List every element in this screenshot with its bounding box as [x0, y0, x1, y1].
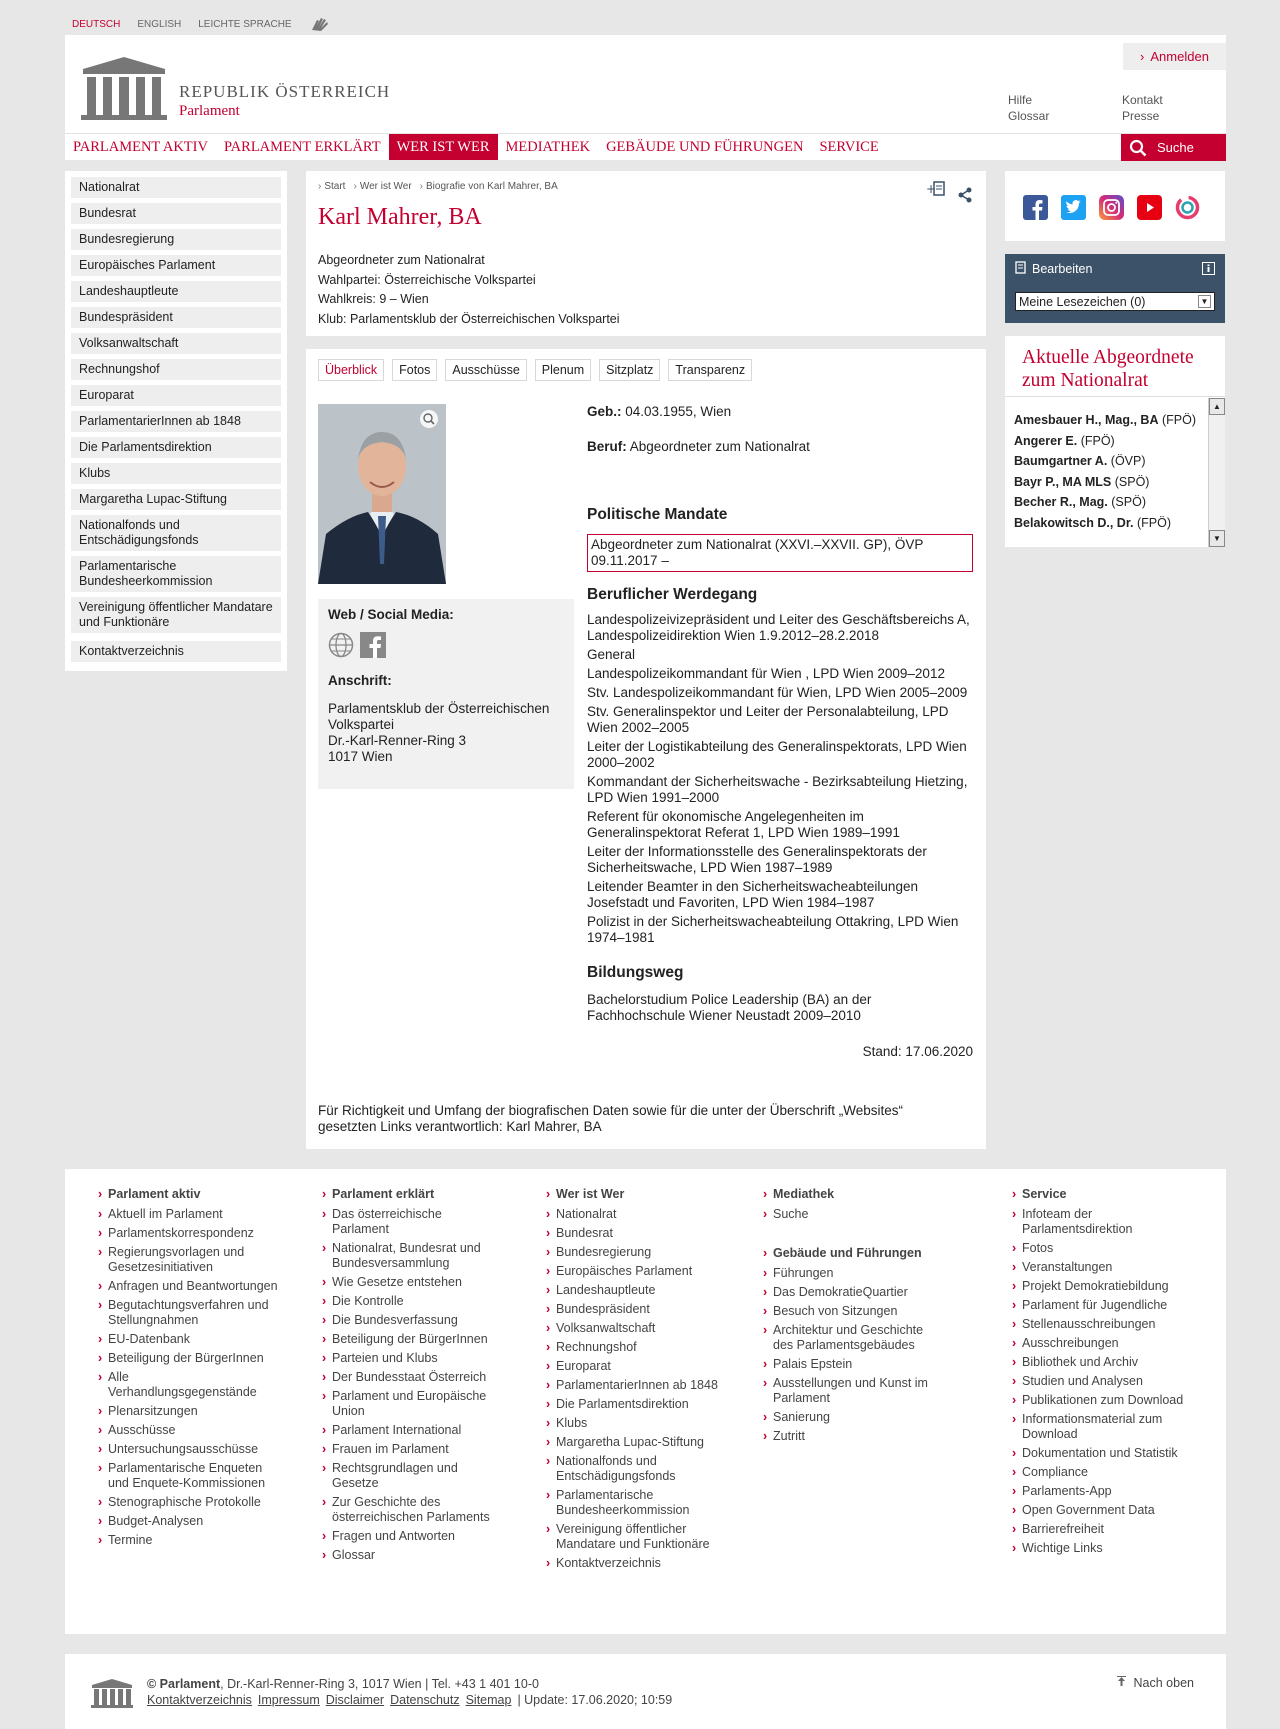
parliament-logo-icon[interactable]: [79, 55, 169, 124]
lang-english[interactable]: ENGLISH: [137, 19, 182, 30]
footer-link[interactable]: › Architektur und Geschichte des Parlamentsgebäudes: [763, 1323, 943, 1353]
footer-link[interactable]: › Nationalfonds und Entschädigungsfonds: [546, 1454, 726, 1484]
footer-link[interactable]: › Europäisches Parlament: [546, 1264, 726, 1279]
site-header: [65, 35, 1226, 160]
footer-link[interactable]: › Alle Verhandlungsgegenstände: [98, 1370, 278, 1400]
career-item: Leitender Beamter in den Sicherheitswacheabteilungen Josefstadt und Favoriten, LPD Wien 1984–1987: [587, 879, 918, 910]
footer-link[interactable]: › Wichtige Links: [1012, 1541, 1192, 1556]
youtube-icon[interactable]: [1137, 195, 1162, 223]
breadcrumb: [318, 181, 558, 192]
footer-link[interactable]: › Parlaments-App: [1012, 1484, 1192, 1499]
footer-link[interactable]: › Fotos: [1012, 1241, 1192, 1256]
sidebar-item-klubs[interactable]: Klubs: [71, 463, 281, 484]
sign-language-icon[interactable]: [309, 14, 333, 35]
address-line-2: Dr.-Karl-Renner-Ring 3: [328, 733, 467, 748]
sidebar-item-nationalrat[interactable]: Nationalrat: [71, 177, 281, 198]
bio-main-card: [306, 349, 986, 1149]
page-title: Karl Mahrer, BA: [318, 204, 482, 230]
web-social-title: Web / Social Media:: [328, 607, 454, 622]
portrait-photo[interactable]: [318, 404, 446, 584]
footer-link[interactable]: › Bundesregierung: [546, 1245, 726, 1260]
disclaimer-text: Für Richtigkeit und Umfang der biografischen Daten sowie für die unter der Überschrift „Websites“ gesetzten Links verantwortlich: Karl Mahrer, BA: [318, 1103, 904, 1134]
career-item: Landespolizeikommandant für Wien , LPD Wien 2009–2012: [587, 666, 945, 681]
footer-link[interactable]: › Sanierung: [763, 1410, 943, 1425]
login-button[interactable]: [1123, 43, 1226, 70]
footer-link[interactable]: › Aktuell im Parlament: [98, 1207, 278, 1222]
profession-row: [587, 439, 973, 454]
sidebar-item-rechnungshof[interactable]: Rechnungshof: [71, 359, 281, 380]
career-item: Landespolizeivizepräsident und Leiter des Geschäftsbereichs A, Landespolizeidirektion Wien 1.9.2012–28.2.2018: [587, 612, 970, 643]
education-item: Bachelorstudium Police Leadership (BA) an der Fachhochschule Wiener Neustadt 2009–2010: [587, 992, 872, 1023]
glossary-link[interactable]: Glossar: [1008, 109, 1050, 123]
help-link[interactable]: Hilfe: [1008, 93, 1033, 107]
current-mps-card: [1005, 336, 1225, 547]
back-to-top-button[interactable]: [1117, 1676, 1194, 1690]
footer-link[interactable]: › Veranstaltungen: [1012, 1260, 1192, 1275]
edit-title: Bearbeiten: [1032, 262, 1093, 276]
zoom-icon[interactable]: [420, 410, 438, 428]
update-info: | Update: 17.06.2020; 10:59: [517, 1693, 673, 1707]
footer-link[interactable]: › Ausstellungen und Kunst im Parlament: [763, 1376, 943, 1406]
footer-link[interactable]: › Rechnungshof: [546, 1340, 726, 1355]
tab-sitzplatz[interactable]: Sitzplatz: [599, 359, 660, 381]
footer-link[interactable]: › Zur Geschichte des österreichischen Parlaments: [322, 1495, 502, 1525]
bookmark-add-icon[interactable]: [926, 181, 946, 200]
contact-link[interactable]: Kontakt: [1122, 93, 1163, 107]
footer-link[interactable]: › Informationsmaterial zum Download: [1012, 1412, 1192, 1442]
search-label: Suche: [1157, 140, 1194, 155]
sidebar-item-bundespraesident[interactable]: Bundespräsident: [71, 307, 281, 328]
footer-link[interactable]: › Margaretha Lupac-Stiftung: [546, 1435, 726, 1450]
footer-link[interactable]: › Klubs: [546, 1416, 726, 1431]
tab-ausschuesse[interactable]: Ausschüsse: [445, 359, 526, 381]
footer-link[interactable]: › Bundespräsident: [546, 1302, 726, 1317]
sidebar-item-bundesrat[interactable]: Bundesrat: [71, 203, 281, 224]
chevron-right-icon: ›: [1140, 49, 1145, 64]
footer-link[interactable]: › Beteiligung der BürgerInnen: [98, 1351, 278, 1366]
footer-link[interactable]: › Stenographische Protokolle: [98, 1495, 278, 1510]
footer-link[interactable]: › Parlament International: [322, 1423, 502, 1438]
footer-link[interactable]: › Budget-Analysen: [98, 1514, 278, 1529]
profession-label: Beruf:: [587, 439, 627, 454]
footer-link[interactable]: › Das österreichische Parlament: [322, 1207, 502, 1237]
mps-scrollbar[interactable]: [1208, 398, 1225, 547]
footer-link[interactable]: › Die Kontrolle: [322, 1294, 502, 1309]
footer-link[interactable]: › Begutachtungsverfahren und Stellungnahmen: [98, 1298, 278, 1328]
footer-link[interactable]: › Bundesrat: [546, 1226, 726, 1241]
parliament-small-logo-icon: [90, 1678, 134, 1711]
sidebar-item-nationalfonds[interactable]: Nationalfonds und Entschädigungsfonds: [71, 515, 281, 551]
career-item: Stv. Landespolizeikommandant für Wien, LPD Wien 2005–2009: [587, 685, 968, 700]
footer-link[interactable]: › Parlament für Jugendliche: [1012, 1298, 1192, 1313]
footer-link[interactable]: › Führungen: [763, 1266, 943, 1281]
bottom-info: [147, 1676, 672, 1708]
footer-heading[interactable]: › Mediathek: [763, 1187, 943, 1201]
footer-link[interactable]: › Frauen im Parlament: [322, 1442, 502, 1457]
person-role: Abgeordneter zum Nationalrat: [318, 253, 485, 267]
footer-link[interactable]: › Compliance: [1012, 1465, 1192, 1480]
footer-link[interactable]: › Nationalrat: [546, 1207, 726, 1222]
footer-link[interactable]: › Plenarsitzungen: [98, 1404, 278, 1419]
instagram-icon[interactable]: [1099, 195, 1124, 223]
footer-link[interactable]: › Beteiligung der BürgerInnen: [322, 1332, 502, 1347]
facebook-icon[interactable]: [1023, 195, 1048, 223]
nav-parlament-erklaert[interactable]: PARLAMENT ERKLÄRT: [223, 138, 381, 155]
bottom-link-sitemap[interactable]: Sitemap: [465, 1693, 512, 1707]
top-links-left: [1008, 92, 1049, 124]
footer-link[interactable]: › Die Bundesverfassung: [322, 1313, 502, 1328]
career-item: Referent für okonomische Angelegenheiten im Generalinspektorat Referat 1, LPD Wien 1989–1991: [587, 809, 900, 840]
copyright: © Parlament: [147, 1677, 221, 1691]
career-item: Stv. Generalinspektor und Leiter der Personalabteilung, LPD Wien 2002–2005: [587, 704, 949, 735]
footer: [65, 1169, 1226, 1634]
lang-leichte-sprache[interactable]: LEICHTE SPRACHE: [198, 19, 292, 30]
education-title: Bildungsweg: [587, 964, 684, 981]
footer-col-wer-ist-wer: [546, 1187, 726, 1575]
nav-parlament-aktiv[interactable]: PARLAMENT AKTIV: [73, 138, 208, 155]
footer-link[interactable]: › Landeshauptleute: [546, 1283, 726, 1298]
footer-link[interactable]: › Kontaktverzeichnis: [546, 1556, 726, 1571]
svg-text:+: +: [926, 182, 937, 196]
person-info: [318, 251, 620, 329]
mandate-box: [587, 534, 973, 572]
sidebar-item-lupac-stiftung[interactable]: Margaretha Lupac-Stiftung: [71, 489, 281, 510]
tab-plenum[interactable]: Plenum: [535, 359, 591, 381]
search-button[interactable]: [1121, 134, 1226, 161]
footer-heading[interactable]: › Parlament aktiv: [98, 1187, 278, 1201]
breadcrumb-current: › Biografie von Karl Mahrer, BA: [420, 181, 558, 192]
sidebar-item-europarat[interactable]: Europarat: [71, 385, 281, 406]
bookmarks-select[interactable]: [1015, 292, 1215, 311]
footer-link[interactable]: › Glossar: [322, 1548, 502, 1563]
footer-col-mediathek: [763, 1187, 943, 1448]
language-bar: [72, 14, 333, 35]
footer-link[interactable]: › Das DemokratieQuartier: [763, 1285, 943, 1300]
sidebar-item-eu-parlament[interactable]: Europäisches Parlament: [71, 255, 281, 276]
top-links-right: [1122, 92, 1163, 124]
share-icon[interactable]: [958, 187, 972, 206]
bookmark-icon: [1015, 261, 1026, 277]
logo-title: REPUBLIK ÖSTERREICH: [179, 82, 391, 101]
twitter-icon[interactable]: [1061, 195, 1086, 223]
bottom-bar: [65, 1654, 1226, 1729]
sidebar-item-bundesheerkommission[interactable]: Parlamentarische Bundesheerkommission: [71, 556, 281, 592]
bottom-link-kontaktverzeichnis[interactable]: Kontaktverzeichnis: [147, 1693, 252, 1707]
footer-col-parlament-aktiv: [98, 1187, 278, 1552]
bottom-link-datenschutz[interactable]: Datenschutz: [390, 1693, 460, 1707]
bottom-address: , Dr.-Karl-Renner-Ring 3, 1017 Wien | Tel. +43 1 401 10-0: [220, 1677, 539, 1691]
career-item: Leiter der Informationsstelle des Generalinspektorats der Sicherheitswache, LPD Wien 1987–1989: [587, 844, 927, 875]
career-item: General: [587, 647, 636, 662]
person-club: Klub: Parlamentsklub der Österreichischen Volkspartei: [318, 311, 620, 326]
career-item: Leiter der Logistikabteilung des Generalinspektorats, LPD Wien 2000–2002: [587, 739, 967, 770]
main-navigation: [65, 133, 1226, 160]
stand-date: Stand: 17.06.2020: [862, 1044, 973, 1059]
bookmarks-select-value: Meine Lesezeichen (0): [1019, 294, 1146, 309]
login-label: Anmelden: [1150, 49, 1209, 64]
address-title: Anschrift:: [328, 673, 392, 688]
mandate-line-1: Abgeordneter zum Nationalrat (XXVI.–XXVII. GP), ÖVP: [591, 537, 924, 552]
footer-link[interactable]: › Parlament und Europäische Union: [322, 1389, 502, 1419]
contact-box: [318, 599, 574, 789]
tab-ueberblick[interactable]: Überblick: [318, 359, 384, 381]
chevron-down-icon[interactable]: ▼: [1198, 295, 1211, 308]
list-item[interactable]: Amesbauer H., Mag., BA (FPÖ): [1014, 413, 1196, 427]
footer-col-service: [1012, 1187, 1192, 1560]
footer-link[interactable]: › Projekt Demokratiebildung: [1012, 1279, 1192, 1294]
sidebar-item-kontaktverzeichnis[interactable]: Kontaktverzeichnis: [71, 641, 281, 662]
footer-link[interactable]: › Regierungsvorlagen und Gesetzesinitiativen: [98, 1245, 278, 1275]
footer-link[interactable]: › EU-Datenbank: [98, 1332, 278, 1347]
career-item: Polizist in der Sicherheitswacheabteilung Ottakring, LPD Wien 1974–1981: [587, 914, 959, 945]
footer-link[interactable]: › Barrierefreiheit: [1012, 1522, 1192, 1537]
footer-heading[interactable]: › Parlament erklärt: [322, 1187, 502, 1201]
footer-link[interactable]: › Europarat: [546, 1359, 726, 1374]
footer-link[interactable]: › Open Government Data: [1012, 1503, 1192, 1518]
bottom-link-impressum[interactable]: Impressum: [257, 1693, 320, 1707]
footer-link[interactable]: › Parlamentskorrespondenz: [98, 1226, 278, 1241]
mandate-line-2: 09.11.2017 –: [591, 553, 669, 568]
career-title: Beruflicher Werdegang: [587, 586, 758, 603]
footer-link[interactable]: › Termine: [98, 1533, 278, 1548]
person-constituency: Wahlkreis: 9 – Wien: [318, 292, 429, 306]
mps-title: Aktuelle Abgeordnete zum Nationalrat: [1022, 347, 1194, 391]
footer-link[interactable]: › Parlamentarische Enqueten und Enquete-Kommissionen: [98, 1461, 278, 1491]
footer-link[interactable]: › Fragen und Antworten: [322, 1529, 502, 1544]
address-line-3: 1017 Wien: [328, 749, 393, 764]
footer-heading[interactable]: › Gebäude und Führungen: [763, 1246, 943, 1260]
birth-label: Geb.:: [587, 404, 622, 419]
person-party: Wahlpartei: Österreichische Volkspartei: [318, 272, 536, 287]
left-sidebar: [65, 171, 287, 671]
press-link[interactable]: Presse: [1122, 109, 1160, 123]
footer-link[interactable]: › Dokumentation und Statistik: [1012, 1446, 1192, 1461]
footer-link[interactable]: › Vereinigung öffentlicher Mandatare und Funktionäre: [546, 1522, 726, 1552]
footer-link[interactable]: › Volksanwaltschaft: [546, 1321, 726, 1336]
career-item: Kommandant der Sicherheitswache - Bezirksabteilung Hietzing, LPD Wien 1991–2000: [587, 774, 968, 805]
sidebar-item-mandatare[interactable]: Vereinigung öffentlicher Mandatare und Funktionäre: [71, 597, 281, 633]
footer-link[interactable]: › Bibliothek und Archiv: [1012, 1355, 1192, 1370]
footer-link[interactable]: › Publikationen zum Download: [1012, 1393, 1192, 1408]
search-icon: [1129, 139, 1147, 157]
nav-wer-ist-wer[interactable]: WER IST WER: [389, 134, 498, 160]
breadcrumb-start[interactable]: › Start: [318, 181, 345, 192]
mediathek-app-icon[interactable]: [1175, 195, 1200, 223]
back-to-top-label: Nach oben: [1133, 1676, 1194, 1690]
list-item[interactable]: Belakowitsch D., Dr. (FPÖ): [1014, 515, 1171, 530]
footer-link[interactable]: › Palais Epstein: [763, 1357, 943, 1372]
bio-header-card: [306, 171, 986, 336]
sidebar-item-bundesregierung[interactable]: Bundesregierung: [71, 229, 281, 250]
profession-value: Abgeordneter zum Nationalrat: [629, 439, 810, 454]
footer-link[interactable]: › Anfragen und Beantwortungen: [98, 1279, 278, 1294]
footer-link[interactable]: › Parlamentarische Bundesheerkommission: [546, 1488, 726, 1518]
footer-link[interactable]: › Ausschreibungen: [1012, 1336, 1192, 1351]
scroll-down-icon[interactable]: ▼: [1209, 530, 1225, 547]
footer-link[interactable]: › Wie Gesetze entstehen: [322, 1275, 502, 1290]
footer-link[interactable]: › Infoteam der Parlamentsdirektion: [1012, 1207, 1192, 1237]
facebook-icon[interactable]: [360, 632, 386, 661]
sidebar-item-parlamentsdirektion[interactable]: Die Parlamentsdirektion: [71, 437, 281, 458]
nav-service[interactable]: SERVICE: [819, 138, 879, 155]
footer-link[interactable]: › Stellenausschreibungen: [1012, 1317, 1192, 1332]
footer-link[interactable]: › Die Parlamentsdirektion: [546, 1397, 726, 1412]
list-item[interactable]: Becher R., Mag. (SPÖ): [1014, 495, 1146, 509]
bio-details: [587, 404, 973, 1059]
footer-link[interactable]: › ParlamentarierInnen ab 1848: [546, 1378, 726, 1393]
edit-panel: [1005, 254, 1225, 323]
sidebar-item-landeshauptleute[interactable]: Landeshauptleute: [71, 281, 281, 302]
tab-fotos[interactable]: Fotos: [392, 359, 437, 381]
tab-transparenz[interactable]: Transparenz: [668, 359, 752, 381]
footer-link[interactable]: › Besuch von Sitzungen: [763, 1304, 943, 1319]
footer-link[interactable]: › Der Bundesstaat Österreich: [322, 1370, 502, 1385]
footer-link[interactable]: › Parteien und Klubs: [322, 1351, 502, 1366]
footer-link[interactable]: › Zutritt: [763, 1429, 943, 1444]
address-line-1: Parlamentsklub der Österreichischen Volkspartei: [328, 701, 550, 732]
nav-gebaeude-fuehrungen[interactable]: GEBÄUDE UND FÜHRUNGEN: [606, 138, 804, 155]
nav-mediathek[interactable]: MEDIATHEK: [505, 138, 591, 155]
website-globe-icon[interactable]: [328, 632, 354, 661]
social-media-card: [1005, 171, 1225, 241]
birth-value: 04.03.1955, Wien: [625, 404, 732, 419]
footer-link[interactable]: › Untersuchungsausschüsse: [98, 1442, 278, 1457]
footer-link[interactable]: › Suche: [763, 1207, 943, 1222]
list-item[interactable]: Bayr P., MA MLS (SPÖ): [1014, 474, 1150, 489]
birth-row: [587, 404, 973, 419]
sidebar-item-parlamentarierinnen[interactable]: ParlamentarierInnen ab 1848: [71, 411, 281, 432]
arrow-up-icon: [1117, 1676, 1126, 1690]
logo-subtitle: Parlament: [179, 103, 240, 119]
lang-deutsch[interactable]: DEUTSCH: [72, 19, 121, 30]
footer-col-parlament-erklaert: [322, 1187, 502, 1567]
footer-heading[interactable]: › Service: [1012, 1187, 1192, 1201]
list-item[interactable]: Baumgartner A. (ÖVP): [1014, 454, 1146, 468]
footer-link[interactable]: › Nationalrat, Bundesrat und Bundesversammlung: [322, 1241, 502, 1271]
footer-link[interactable]: › Ausschüsse: [98, 1423, 278, 1438]
list-item[interactable]: Angerer E. (FPÖ): [1014, 433, 1115, 448]
footer-link[interactable]: › Studien und Analysen: [1012, 1374, 1192, 1389]
mps-list: [1014, 413, 1199, 547]
bio-tabs: [318, 359, 752, 381]
info-icon[interactable]: [1202, 262, 1215, 278]
footer-link[interactable]: › Rechtsgrundlagen und Gesetze: [322, 1461, 502, 1491]
scroll-up-icon[interactable]: ▲: [1209, 398, 1225, 415]
footer-heading[interactable]: › Wer ist Wer: [546, 1187, 726, 1201]
sidebar-item-volksanwaltschaft[interactable]: Volksanwaltschaft: [71, 333, 281, 354]
bottom-link-disclaimer[interactable]: Disclaimer: [325, 1693, 385, 1707]
breadcrumb-wer-ist-wer[interactable]: › Wer ist Wer: [353, 181, 411, 192]
mandates-title: Politische Mandate: [587, 506, 728, 523]
